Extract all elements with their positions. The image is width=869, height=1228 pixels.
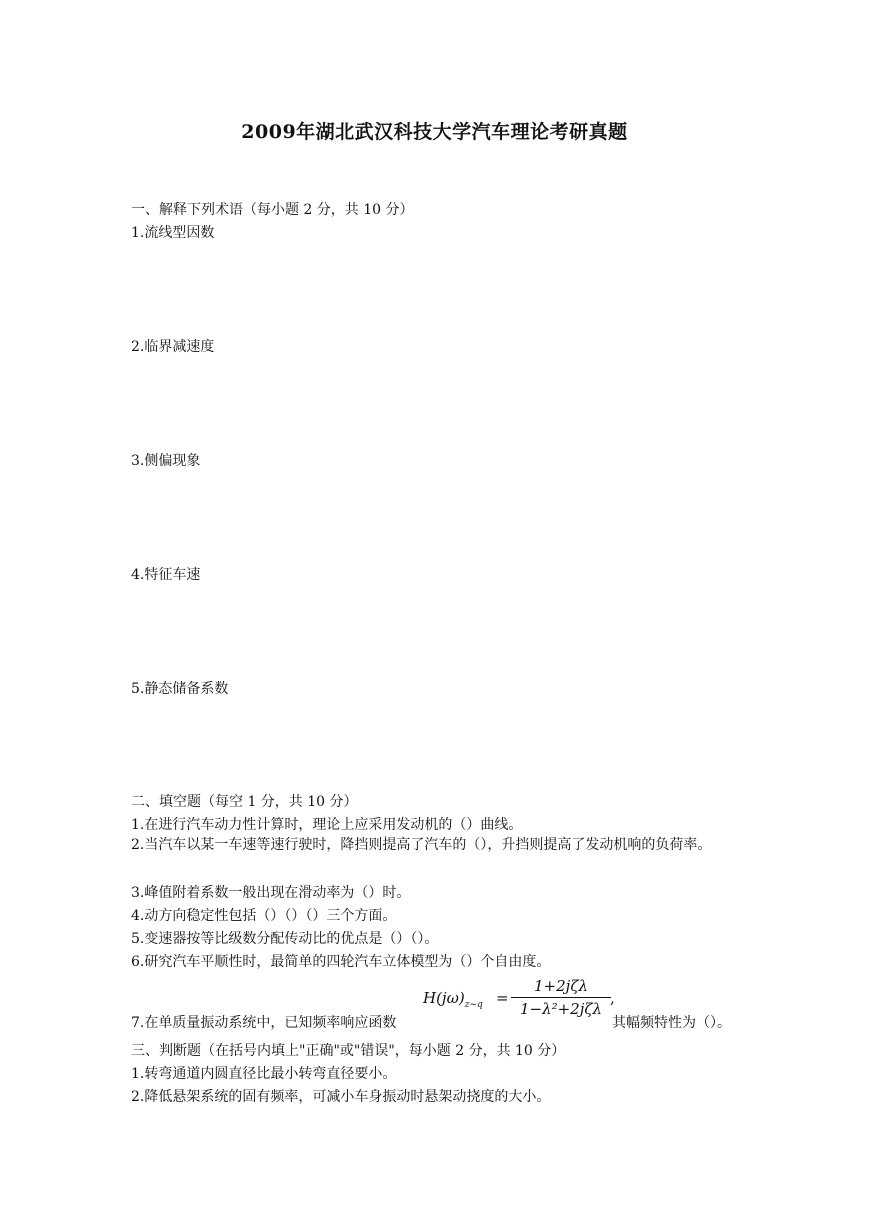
section2-item-6: 6.研究汽车平顺性时，最简单的四轮汽车立体模型为（）个自由度。: [131, 954, 551, 970]
document-title: 2009年湖北武汉科技大学汽车理论考研真题: [241, 121, 628, 143]
section1-item-5: 5.静态储备系数: [131, 681, 229, 697]
section2-item-7-prefix: 7.在单质量振动系统中，已知频率响应函数: [131, 1015, 397, 1031]
formula-comma: ,: [610, 989, 615, 1007]
section1-item-1: 1.流线型因数: [131, 225, 215, 241]
section1-item-2: 2.临界减速度: [131, 339, 215, 355]
section3-item-1: 1.转弯通道内圆直径比最小转弯直径要小。: [131, 1066, 397, 1082]
section2-item-1: 1.在进行汽车动力性计算时，理论上应采用发动机的（）曲线。: [131, 817, 523, 833]
section1-item-3: 3.侧偏现象: [131, 453, 201, 469]
section1-heading: 一、解释下列术语（每小题 2 分，共 10 分）: [131, 202, 414, 218]
section2-item-2: 2.当汽车以某一车速等速行驶时，降挡则提高了汽车的（），升挡则提高了发动机响的负荷率。: [131, 837, 712, 853]
formula-denominator: 1−λ²+2jζλ: [519, 1000, 603, 1018]
section2-item-3: 3.峰值附着系数一般出现在滑动率为（）时。: [131, 885, 411, 901]
section2-item-4: 4.动方向稳定性包括（）（）（）三个方面。: [131, 908, 397, 924]
formula-fraction: [511, 977, 611, 1018]
section2-heading: 二、填空题（每空 1 分，共 10 分）: [131, 794, 358, 810]
section1-item-4: 4.特征车速: [131, 567, 201, 583]
formula-lhs: $H(j\omega)_{z\sim q}$: [423, 989, 483, 1010]
formula-equals: =: [496, 989, 509, 1007]
formula-numerator: 1+2jζλ: [534, 977, 588, 995]
frequency-response-formula: [423, 977, 613, 1029]
section3-item-2: 2.降低悬架系统的固有频率，可减小车身振动时悬架动挠度的大小。: [131, 1089, 551, 1105]
section2-item-5: 5.变速器按等比级数分配传动比的优点是（）（）。: [131, 931, 439, 947]
section3-heading: 三、判断题（在括号内填上"正确"或"错误"，每小题 2 分，共 10 分）: [131, 1043, 566, 1059]
section2-item-7-suffix: 其幅频特性为（）。: [612, 1015, 731, 1031]
